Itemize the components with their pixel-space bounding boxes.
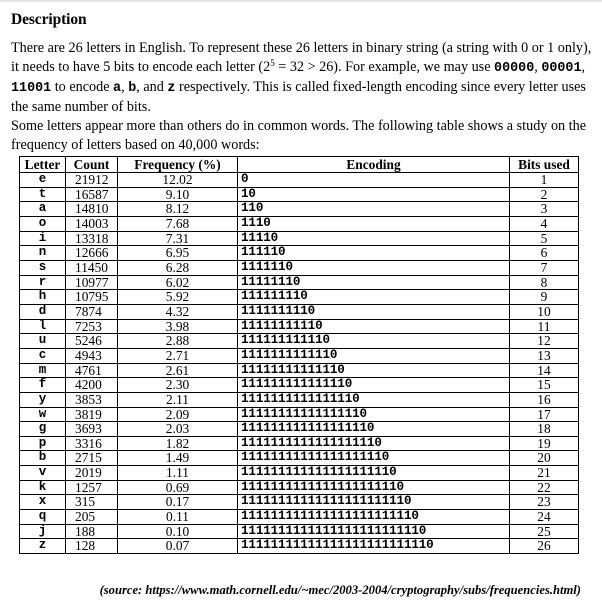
cell-count: 4200 xyxy=(66,378,118,393)
cell-bits-used: 25 xyxy=(510,524,579,539)
cell-encoding: 11110 xyxy=(238,231,510,246)
section-title: Description xyxy=(11,11,87,28)
table-row xyxy=(20,524,579,539)
cell-frequency: 2.03 xyxy=(118,422,238,437)
cell-bits-used: 3 xyxy=(510,202,579,217)
cell-frequency: 4.32 xyxy=(118,304,238,319)
cell-encoding: 1111111111111111111111110 xyxy=(238,524,510,539)
cell-count: 3693 xyxy=(66,422,118,437)
table-row xyxy=(20,246,579,261)
cell-bits-used: 6 xyxy=(510,246,579,261)
cell-frequency: 7.31 xyxy=(118,231,238,246)
cell-count: 4761 xyxy=(66,363,118,378)
cell-encoding: 111111110 xyxy=(238,290,510,305)
table-row xyxy=(20,451,579,466)
table-row xyxy=(20,304,579,319)
cell-encoding: 10 xyxy=(238,187,510,202)
table-row xyxy=(20,480,579,495)
cell-letter: g xyxy=(20,422,66,437)
cell-count: 315 xyxy=(66,495,118,510)
cell-encoding: 0 xyxy=(238,173,510,188)
cell-letter: s xyxy=(20,260,66,275)
cell-letter: x xyxy=(20,495,66,510)
cell-bits-used: 9 xyxy=(510,290,579,305)
table-row xyxy=(20,363,579,378)
cell-bits-used: 11 xyxy=(510,319,579,334)
cell-frequency: 2.09 xyxy=(118,407,238,422)
cell-bits-used: 23 xyxy=(510,495,579,510)
cell-encoding: 11111111111111110 xyxy=(238,407,510,422)
code-a: 00000 xyxy=(494,61,535,76)
code-z: 11001 xyxy=(11,81,52,96)
cell-count: 2019 xyxy=(66,466,118,481)
cell-count: 188 xyxy=(66,524,118,539)
cell-frequency: 6.28 xyxy=(118,260,238,275)
cell-bits-used: 16 xyxy=(510,392,579,407)
table-row xyxy=(20,348,579,363)
cell-letter: w xyxy=(20,407,66,422)
cell-letter: h xyxy=(20,290,66,305)
cell-frequency: 0.07 xyxy=(118,539,238,554)
cell-letter: u xyxy=(20,334,66,349)
table-row xyxy=(20,231,579,246)
table-row xyxy=(20,422,579,437)
top-edge xyxy=(0,0,602,3)
cell-encoding: 11111111111111111110 xyxy=(238,451,510,466)
cell-letter: b xyxy=(20,451,66,466)
cell-bits-used: 22 xyxy=(510,480,579,495)
table-row xyxy=(20,407,579,422)
table-row xyxy=(20,510,579,525)
cell-bits-used: 2 xyxy=(510,187,579,202)
cell-bits-used: 12 xyxy=(510,334,579,349)
cell-frequency: 8.12 xyxy=(118,202,238,217)
cell-letter: o xyxy=(20,216,66,231)
cell-frequency: 0.17 xyxy=(118,495,238,510)
cell-frequency: 12.02 xyxy=(118,173,238,188)
cell-count: 21912 xyxy=(66,173,118,188)
cell-frequency: 3.98 xyxy=(118,319,238,334)
sep: , xyxy=(121,79,129,95)
cell-letter: j xyxy=(20,524,66,539)
cell-count: 3316 xyxy=(66,436,118,451)
cell-encoding: 11111110 xyxy=(238,275,510,290)
table-header-row xyxy=(20,157,579,173)
code-b: 00001 xyxy=(541,61,582,76)
cell-letter: i xyxy=(20,231,66,246)
cell-count: 13318 xyxy=(66,231,118,246)
cell-frequency: 6.95 xyxy=(118,246,238,261)
cell-count: 12666 xyxy=(66,246,118,261)
cell-letter: z xyxy=(20,539,66,554)
table-row xyxy=(20,173,579,188)
cell-letter: f xyxy=(20,378,66,393)
source-citation xyxy=(0,583,602,598)
cell-count: 14003 xyxy=(66,216,118,231)
cell-bits-used: 24 xyxy=(510,510,579,525)
cell-encoding: 1111110 xyxy=(238,260,510,275)
cell-letter: l xyxy=(20,319,66,334)
sep: , xyxy=(581,59,586,75)
source-text: (source: https://www.math.cornell.edu/~mec/2003-2004/cryptography/subs/frequencies.html) xyxy=(99,583,581,597)
cell-bits-used: 4 xyxy=(510,216,579,231)
table-row xyxy=(20,495,579,510)
table-row xyxy=(20,202,579,217)
cell-frequency: 0.11 xyxy=(118,510,238,525)
cell-count: 7253 xyxy=(66,319,118,334)
cell-encoding: 111111111110 xyxy=(238,334,510,349)
cell-count: 7874 xyxy=(66,304,118,319)
cell-frequency: 9.10 xyxy=(118,187,238,202)
cell-bits-used: 21 xyxy=(510,466,579,481)
sep: , and xyxy=(136,79,168,95)
cell-letter: k xyxy=(20,480,66,495)
cell-encoding: 1111111110 xyxy=(238,304,510,319)
cell-encoding: 1111111111111111111110 xyxy=(238,480,510,495)
cell-encoding: 1111111111111110 xyxy=(238,392,510,407)
table-row xyxy=(20,290,579,305)
cell-frequency: 2.88 xyxy=(118,334,238,349)
cell-letter: p xyxy=(20,436,66,451)
intro-text-3: to encode xyxy=(51,79,114,95)
cell-bits-used: 10 xyxy=(510,304,579,319)
table-row xyxy=(20,260,579,275)
cell-frequency: 2.30 xyxy=(118,378,238,393)
cell-encoding: 11111111110 xyxy=(238,319,510,334)
cell-letter: c xyxy=(20,348,66,363)
sep: , xyxy=(534,59,542,75)
cell-encoding: 111110 xyxy=(238,246,510,261)
cell-encoding: 11111111111111111111110 xyxy=(238,495,510,510)
cell-letter: m xyxy=(20,363,66,378)
table-row xyxy=(20,392,579,407)
letter-b: b xyxy=(128,81,137,96)
table-row xyxy=(20,436,579,451)
header-encoding: Encoding xyxy=(238,157,510,173)
cell-count: 3853 xyxy=(66,392,118,407)
table-row xyxy=(20,187,579,202)
table-row xyxy=(20,216,579,231)
header-letter: Letter xyxy=(20,157,66,173)
cell-frequency: 2.61 xyxy=(118,363,238,378)
cell-letter: y xyxy=(20,392,66,407)
cell-letter: a xyxy=(20,202,66,217)
cell-letter: r xyxy=(20,275,66,290)
cell-count: 128 xyxy=(66,539,118,554)
cell-frequency: 5.92 xyxy=(118,290,238,305)
cell-count: 10795 xyxy=(66,290,118,305)
intro-paragraph xyxy=(11,39,593,117)
cell-frequency: 0.10 xyxy=(118,524,238,539)
cell-count: 11450 xyxy=(66,260,118,275)
cell-frequency: 2.11 xyxy=(118,392,238,407)
intro-text-2: = 32 > 26). For example, we may use xyxy=(274,59,495,75)
table-row xyxy=(20,466,579,481)
cell-bits-used: 17 xyxy=(510,407,579,422)
cell-bits-used: 20 xyxy=(510,451,579,466)
cell-encoding: 1111111111111111110 xyxy=(238,436,510,451)
letter-a: a xyxy=(113,81,122,96)
cell-encoding: 111111111111111110 xyxy=(238,422,510,437)
cell-encoding: 111111111111111111110 xyxy=(238,466,510,481)
table-body xyxy=(20,173,579,554)
letter-z: z xyxy=(167,81,176,96)
header-frequency: Frequency (%) xyxy=(118,157,238,173)
cell-frequency: 7.68 xyxy=(118,216,238,231)
header-bits-used: Bits used xyxy=(510,157,579,173)
table-row xyxy=(20,319,579,334)
cell-bits-used: 14 xyxy=(510,363,579,378)
cell-letter: v xyxy=(20,466,66,481)
table-row xyxy=(20,539,579,554)
cell-count: 2715 xyxy=(66,451,118,466)
cell-frequency: 2.71 xyxy=(118,348,238,363)
cell-count: 4943 xyxy=(66,348,118,363)
cell-bits-used: 13 xyxy=(510,348,579,363)
cell-count: 16587 xyxy=(66,187,118,202)
cell-letter: t xyxy=(20,187,66,202)
table-row xyxy=(20,275,579,290)
cell-encoding: 110 xyxy=(238,202,510,217)
exponent: 5 xyxy=(270,58,275,68)
cell-encoding: 111111111111111111111110 xyxy=(238,510,510,525)
cell-bits-used: 19 xyxy=(510,436,579,451)
frequency-table xyxy=(19,156,579,554)
cell-bits-used: 15 xyxy=(510,378,579,393)
intro-text-1: There are 26 letters in English. To represent these 26 letters in binary string (a string with 0 or 1 only), it needs to have 5 bits to encode each letter (2 xyxy=(11,40,592,75)
cell-letter: d xyxy=(20,304,66,319)
table-row xyxy=(20,378,579,393)
cell-bits-used: 26 xyxy=(510,539,579,554)
cell-encoding: 11111111111111111111111110 xyxy=(238,539,510,554)
cell-encoding: 111111111111110 xyxy=(238,378,510,393)
cell-letter: q xyxy=(20,510,66,525)
table-row xyxy=(20,334,579,349)
header-count: Count xyxy=(66,157,118,173)
cell-count: 5246 xyxy=(66,334,118,349)
cell-letter: e xyxy=(20,173,66,188)
cell-letter: n xyxy=(20,246,66,261)
cell-frequency: 6.02 xyxy=(118,275,238,290)
cell-count: 10977 xyxy=(66,275,118,290)
cell-encoding: 1111111111110 xyxy=(238,348,510,363)
cell-count: 205 xyxy=(66,510,118,525)
intro-text-4: respectively. This is called fixed-length encoding since every letter uses the same number of bits. xyxy=(11,79,586,115)
cell-frequency: 1.11 xyxy=(118,466,238,481)
cell-frequency: 1.82 xyxy=(118,436,238,451)
cell-bits-used: 8 xyxy=(510,275,579,290)
cell-bits-used: 5 xyxy=(510,231,579,246)
cell-count: 3819 xyxy=(66,407,118,422)
cell-encoding: 1110 xyxy=(238,216,510,231)
cell-bits-used: 1 xyxy=(510,173,579,188)
cell-count: 14810 xyxy=(66,202,118,217)
cell-encoding: 11111111111110 xyxy=(238,363,510,378)
cell-count: 1257 xyxy=(66,480,118,495)
cell-frequency: 0.69 xyxy=(118,480,238,495)
cell-frequency: 1.49 xyxy=(118,451,238,466)
cell-bits-used: 7 xyxy=(510,260,579,275)
frequency-paragraph: Some letters appear more than others do in common words. The following table shows a study on the frequency of letters based on 40,000 words: xyxy=(11,118,587,153)
cell-bits-used: 18 xyxy=(510,422,579,437)
